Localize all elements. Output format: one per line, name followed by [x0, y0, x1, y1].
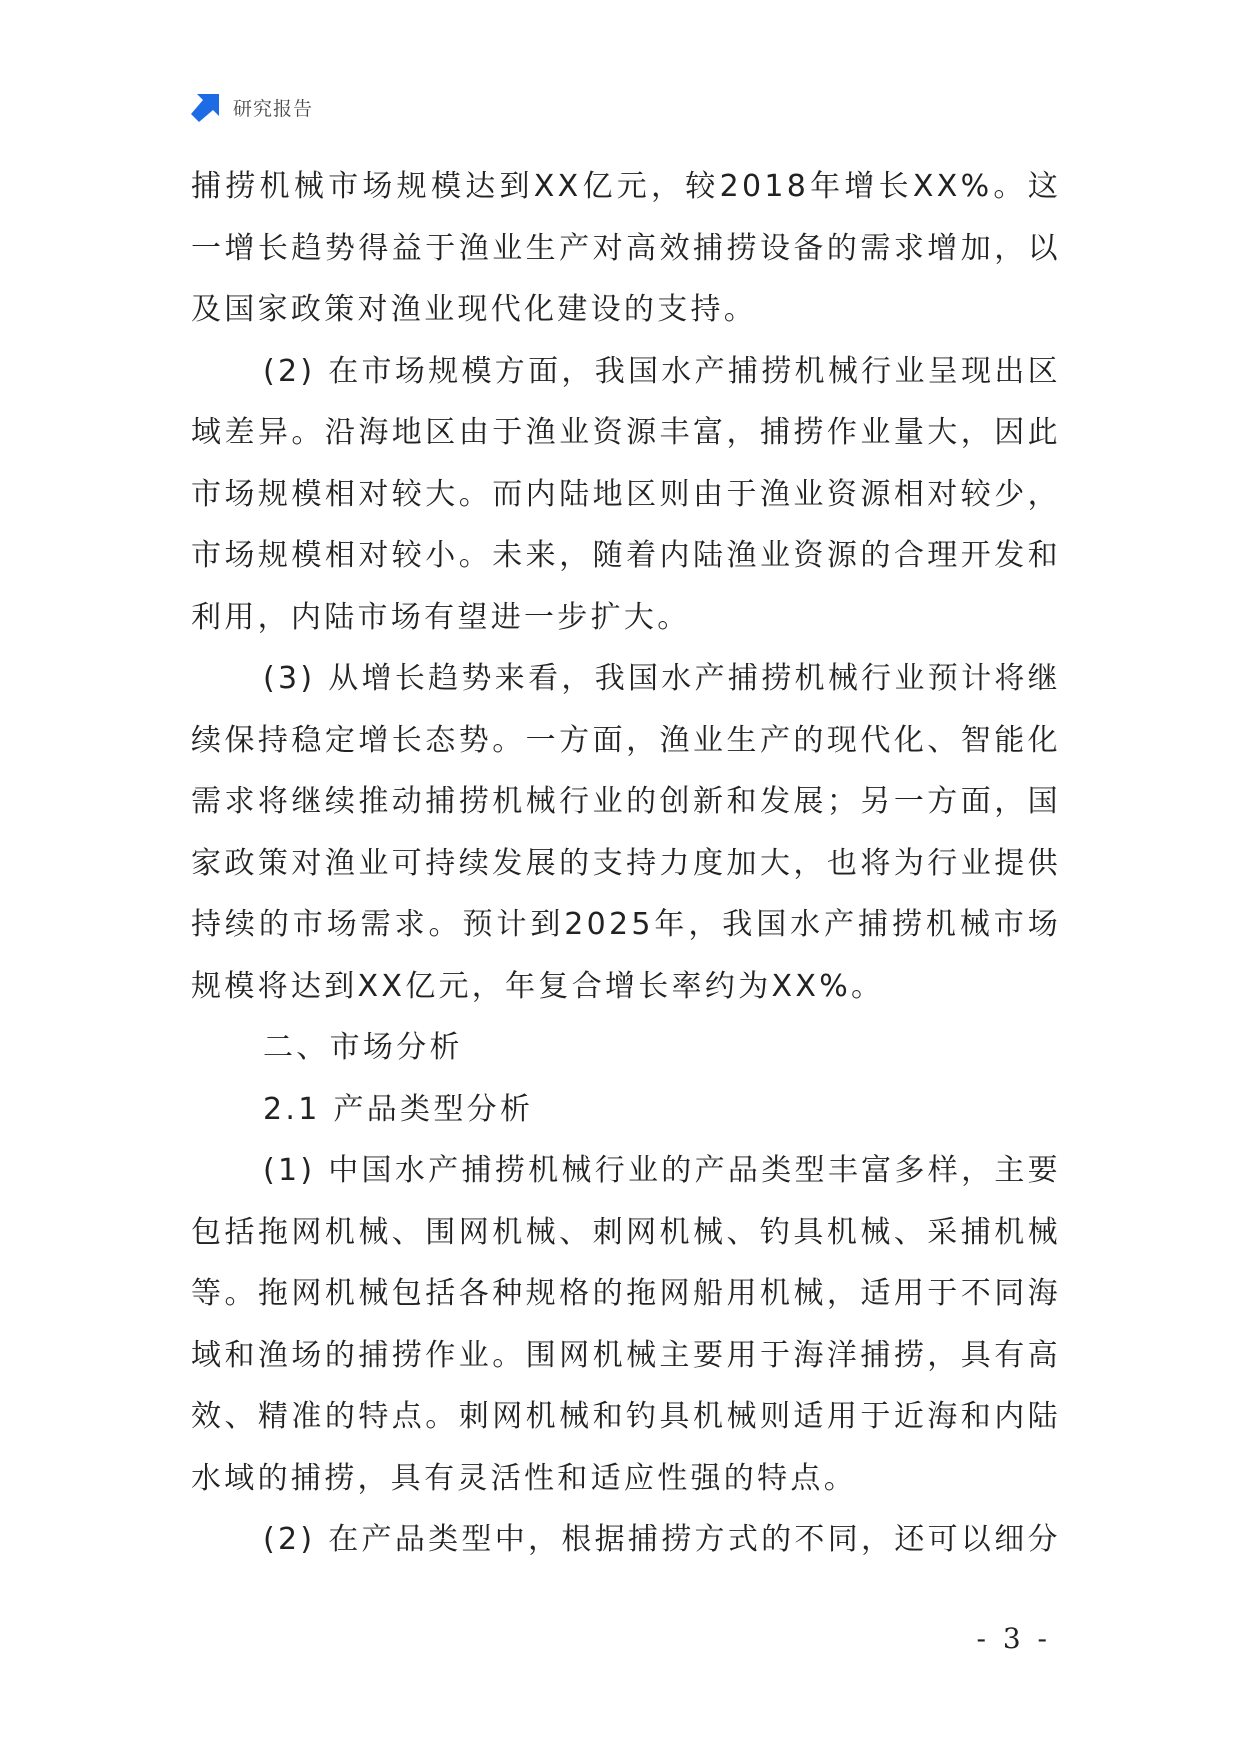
report-header: [191, 90, 313, 124]
paragraph-continued: 捕捞机械市场规模达到XX亿元，较2018年增长XX%。这一增长趋势得益于渔业生产对高效捕捞设备的需求增加，以及国家政策对渔业现代化建设的支持。: [191, 169, 1061, 327]
section-heading: 二、市场分析: [263, 1030, 463, 1065]
paragraph-2: (2) 在市场规模方面，我国水产捕捞机械行业呈现出区域差异。沿海地区由于渔业资源丰富，捕捞作业量大，因此市场规模相对较大。而内陆地区则由于渔业资源相对较少，市场规模相对较小。未来，随着内陆渔业资源的合理开发和利用，内陆市场有望进一步扩大。: [191, 353, 1061, 635]
paragraph-5: (2) 在产品类型中，根据捕捞方式的不同，还可以细分: [263, 1522, 1061, 1557]
subsection-heading: 2.1 产品类型分析: [263, 1091, 534, 1127]
paragraph-3: (3) 从增长趋势来看，我国水产捕捞机械行业预计将继续保持稳定增长态势。一方面，渔业生产的现代化、智能化需求将继续推动捕捞机械行业的创新和发展；另一方面，国家政策对渔业可持续发展的支持力度加大，也将为行业提供持续的市场需求。预计到2025年，我国水产捕捞机械市场规模将达到XX亿元，年复合增长率约为XX%。: [191, 661, 1061, 1004]
page-number: - 3 -: [976, 1622, 1051, 1655]
header-title: 研究报告: [233, 97, 314, 120]
paragraph-4: (1) 中国水产捕捞机械行业的产品类型丰富多样，主要包括拖网机械、围网机械、刺网机械、钓具机械、采捕机械等。拖网机械包括各种规格的拖网船用机械，适用于不同海域和渔场的捕捞作业。围网机械主要用于海洋捕捞，具有高效、精准的特点。刺网机械和钓具机械则适用于近海和内陆水域的捕捞，具有灵活性和适应性强的特点。: [191, 1153, 1061, 1496]
arrow-up-right-icon: [191, 92, 221, 122]
document-body: [191, 156, 1061, 1571]
